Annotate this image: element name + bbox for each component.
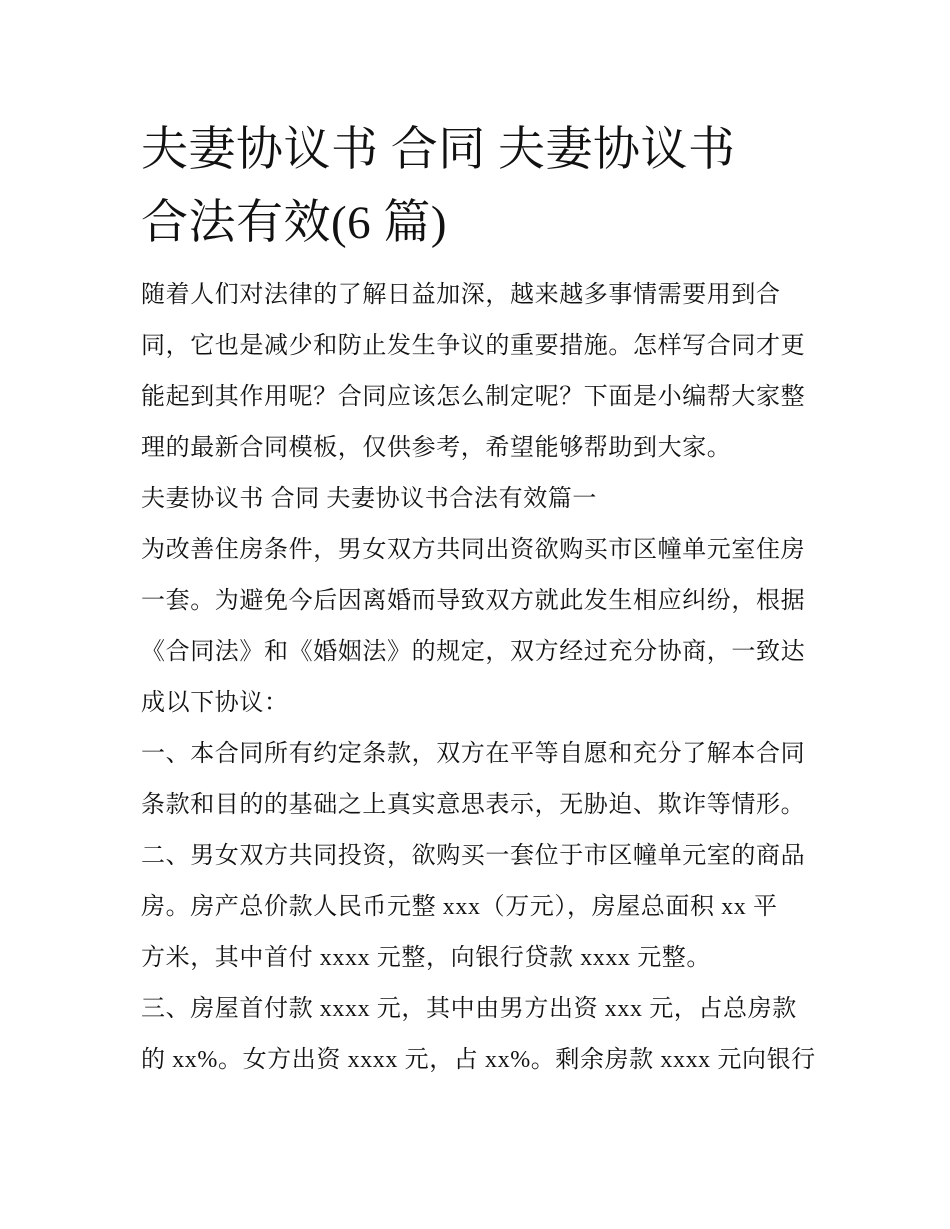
text-line: 能起到其作用呢？合同应该怎么制定呢？下面是小编帮大家整 bbox=[141, 384, 806, 410]
clause-2 bbox=[141, 831, 813, 984]
text-line: 一套。为避免今后因离婚而导致双方就此发生相应纠纷，根据 bbox=[141, 588, 806, 614]
text-line: 房。房产总价款人民币元整 xxx（万元），房屋总面积 xx 平 bbox=[141, 894, 778, 920]
text-line: 方米，其中首付 xxxx 元整，向银行贷款 xxxx 元整。 bbox=[141, 945, 711, 971]
title-line: 合法有效(6 篇) bbox=[141, 197, 448, 249]
document-title bbox=[141, 114, 813, 260]
text-line: 为改善住房条件，男女双方共同出资欲购买市区幢单元室住房 bbox=[141, 537, 806, 563]
clause-1 bbox=[141, 729, 813, 831]
intro-paragraph bbox=[141, 270, 813, 474]
text-line: 三、房屋首付款 xxxx 元，其中由男方出资 xxx 元，占总房款 bbox=[141, 996, 797, 1022]
section-heading bbox=[141, 474, 813, 525]
text-line: 《合同法》和《婚姻法》的规定，双方经过充分协商，一致达 bbox=[141, 639, 806, 665]
preamble-paragraph bbox=[141, 525, 813, 729]
document-body bbox=[141, 114, 816, 1086]
title-line: 夫妻协议书 合同 夫妻协议书 bbox=[141, 124, 736, 176]
text-line: 理的最新合同模板，仅供参考，希望能够帮助到大家。 bbox=[141, 435, 732, 461]
clause-3 bbox=[141, 984, 816, 1086]
text-line: 的 xx%。女方出资 xxxx 元，占 xx%。剩余房款 xxxx 元向银行 bbox=[141, 1047, 816, 1073]
text-line: 随着人们对法律的了解日益加深，越来越多事情需要用到合 bbox=[141, 282, 781, 308]
text-line: 一、本合同所有约定条款，双方在平等自愿和充分了解本合同 bbox=[141, 741, 806, 767]
text-line: 同，它也是减少和防止发生争议的重要措施。怎样写合同才更 bbox=[141, 333, 806, 359]
text-line: 二、男女双方共同投资，欲购买一套位于市区幢单元室的商品 bbox=[141, 843, 806, 869]
text-line: 夫妻协议书 合同 夫妻协议书合法有效篇一 bbox=[141, 486, 597, 512]
text-line: 条款和目的的基础之上真实意思表示，无胁迫、欺诈等情形。 bbox=[141, 792, 806, 818]
text-line: 成以下协议： bbox=[141, 690, 289, 716]
